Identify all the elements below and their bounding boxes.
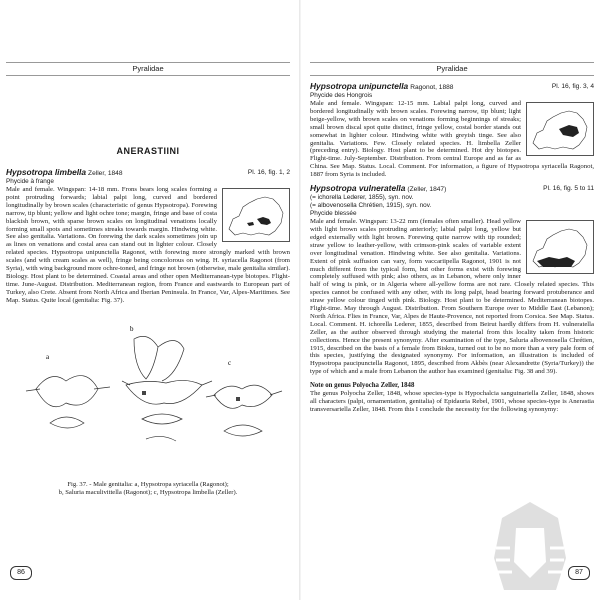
note-text: The genus Polyocha Zeller, 1848, whose species-type is Hypochalcia sanguinariella Zeller, 1848, shows all characters (palpi, ornamentation, genitalia) of Epidauria Rebel, 1901, whose species-type is Anerastia transversariella Zeller, 1848. From this I conclude the necessity for the following synonymy: bbox=[310, 390, 594, 413]
right-page bbox=[310, 62, 594, 576]
common-name: Phycide blessée bbox=[310, 210, 357, 218]
page-number-left: 86 bbox=[10, 566, 32, 580]
species-author: (Zeller, 1847) bbox=[407, 186, 447, 194]
left-page bbox=[6, 62, 290, 576]
running-head-left bbox=[6, 62, 290, 76]
running-head-text: Pyralidae bbox=[436, 64, 468, 73]
species-name: Hypsotropa unipunctella bbox=[310, 81, 409, 91]
fig-label-c: c bbox=[228, 358, 232, 367]
distribution-map bbox=[526, 102, 594, 156]
note-heading: Note on genus Polyocha Zeller, 1848 bbox=[310, 382, 415, 390]
common-name: Phycide des Hongrois bbox=[310, 92, 373, 99]
caption-line-1: Fig. 37. - Male genitalia: a, Hypsotropa syriacella (Ragonot); bbox=[67, 480, 229, 488]
caption-line-2: b, Saluria maculivittella (Ragonot); c, Hypsotropa limbella (Zeller). bbox=[58, 488, 238, 496]
running-head-text: Pyralidae bbox=[132, 64, 164, 73]
species-name: Hypsotropa limbella bbox=[6, 167, 87, 177]
pharaoh-head-watermark-icon bbox=[466, 498, 594, 594]
distribution-map bbox=[222, 188, 290, 242]
plate-reference: Pl. 16, fig. 1, 2 bbox=[247, 169, 290, 176]
fig-label-b: b bbox=[130, 324, 134, 333]
section-title: ANERASTIINI bbox=[116, 146, 180, 156]
plate-reference: Pl. 16, fig. 5 to 11 bbox=[543, 185, 594, 193]
plate-reference: Pl. 16, fig. 3, 4 bbox=[551, 83, 594, 90]
species-heading bbox=[310, 82, 594, 92]
fig-label-a: a bbox=[46, 352, 50, 361]
common-name: Phycide à frange bbox=[6, 178, 54, 185]
synonym-line: (= albovenosella Chrétien, 1915), syn. nov. bbox=[310, 202, 432, 210]
species-description: Male and female. Wingspan: 13-22 mm (females often smaller). Head yellow with light brown scales protruding anteriorly; labial palpi long, yellow but edged externally with light brown. Forewing quite narrow with tip rounded; straw yellow to leather-yellow, with crimson-pink scales of variable extent over longitudinal venation. Hindwing white. See also genitalia. Variations. Extent of pink suffusion can vary, form vaccariipella Ragonot, 1901 is not much different from the typical form, but other forms exist with forewing completely suffused with pink; also others, as in Lebanon, where only inner half of wing is pink, or in Algeria where all-yellow forms are not rare. Closely related species. This species cannot be confused with any other, with its long palpi, head bearing forward protuberance and straw yellow colour tinged with pink. Biology. Host plant to be determined. Mediterranean biotopes. Flight-time. May through August. Distribution. From Southern Europe over to Middle East (Lebanon); North Africa. Flies in France, Var, Alpes de Haute-Provence, not reported from Corsica. See Map. Status. Local. Comment. H. ichorella Lederer, 1855, described from Beirut hardly differs from H. vulneratella Zeller, as the author observed through studying the material from this locality taken from historic collections. Hence the present synonymy. After examination of the type, Saluria albovenosella Chrétien, 1915, described on the basis of a female from Biskra, turned out to be no more than a very pale form of this species, justifying the designated synonymy. For information, an illustration is included of Hypsotropa paucipunctella Ragonot, 1895, described from Akbès (near Alexandrette (Syria/Turkey)) the type of which and a male from Lebanon the author has examined (genitalia: Fig. 38 and 39). bbox=[310, 218, 594, 376]
species-heading bbox=[6, 168, 290, 178]
species-description: Male and female. Wingspan: 12-15 mm. Labial palpi long, curved and bordered longitudinally with brown scales. Forewing narrow, tip blunt; light beige-yellow, with brown scales on venations forming beginnings of streaks; small brown discal spot quite distinct, fringe yellow, costal border stands out somewhat in lighter colour. Hindwing white with greyish tinge. See also genitalia. Variations. Few. Closely related species. H. limbella Zeller (preceding entry). Biology. Host plant to be determined. Hot dry biotopes. Flight-time. July-September. Distribution. From central Europe and as far as China. See Map. Status. Local. Comment. For information, a figure of Hypsotropa syriacella Ragonot, 1887 from Syria is included. bbox=[310, 100, 594, 179]
book-spine bbox=[299, 0, 301, 600]
species-author: Zeller, 1848 bbox=[88, 170, 123, 177]
running-head-right bbox=[310, 62, 594, 76]
synonym-line: (= ichorella Lederer, 1855), syn. nov. bbox=[310, 194, 414, 202]
genitalia-figure bbox=[6, 319, 290, 481]
species-description: Male and female. Wingspan: 14-18 mm. Frons bears long scales forming a point protruding forwards; labial palpi long, curved and bordered longitudinally by brown scales (characteristic of genus Hypsotropa). Forewing narrow, tip blunt; yellow and light ochre tone; margin, fringe and base of costa blackish brown, with sparse brown scales on longitudinal venations locally forming small spots and sometimes streaks towards margin. Hindwing white. See also genitalia. Variations. On forewing the dark scales sometimes join up as lines on venations and costal area can stand out in lighter colour. Closely related species. Hypsotropa unipunctella Ragonot, with forewing more strongly marked with brown scales (and with cream scales as well), fringe being concolorous on wing. H. syriacella Ragonot (from Syria), with wing background more ochre-toned, and fringe not brown (otherwise, male genitalia similar). Biology. Host plant to be determined. Coastal areas and other open Mediterranean-type biotopes. Flight-time. June-August. Distribution. Mediterranean region, from France and eastwards to European part of Turkey, also Crete. Absent from North Africa and Iberian Peninsula. In France, Var, Alpes-Maritimes. See Map. Status. Quite local (genitalia: Fig. 37). bbox=[6, 186, 290, 304]
species-name: Hypsotropa vulneratella bbox=[310, 183, 406, 194]
page-number-right: 87 bbox=[568, 566, 590, 580]
figure-caption bbox=[20, 481, 276, 497]
distribution-map bbox=[526, 220, 594, 274]
genitalia-drawing bbox=[6, 319, 290, 481]
species-heading bbox=[310, 184, 594, 194]
species-author: Ragonot, 1888 bbox=[410, 84, 454, 91]
